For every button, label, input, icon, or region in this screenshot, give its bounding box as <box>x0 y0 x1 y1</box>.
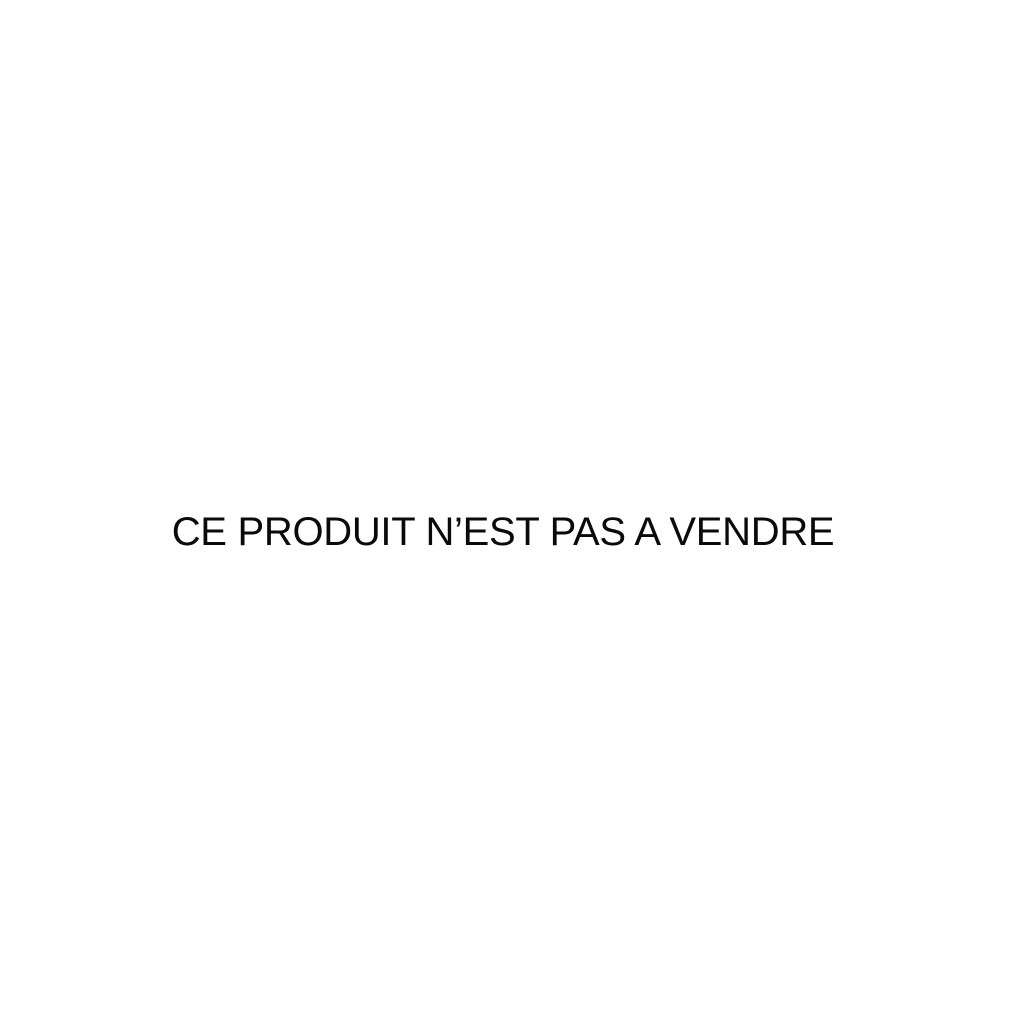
product-not-for-sale-text: CE PRODUIT N’EST PAS A VENDRE <box>171 510 835 554</box>
placeholder-message-container <box>0 509 1024 555</box>
